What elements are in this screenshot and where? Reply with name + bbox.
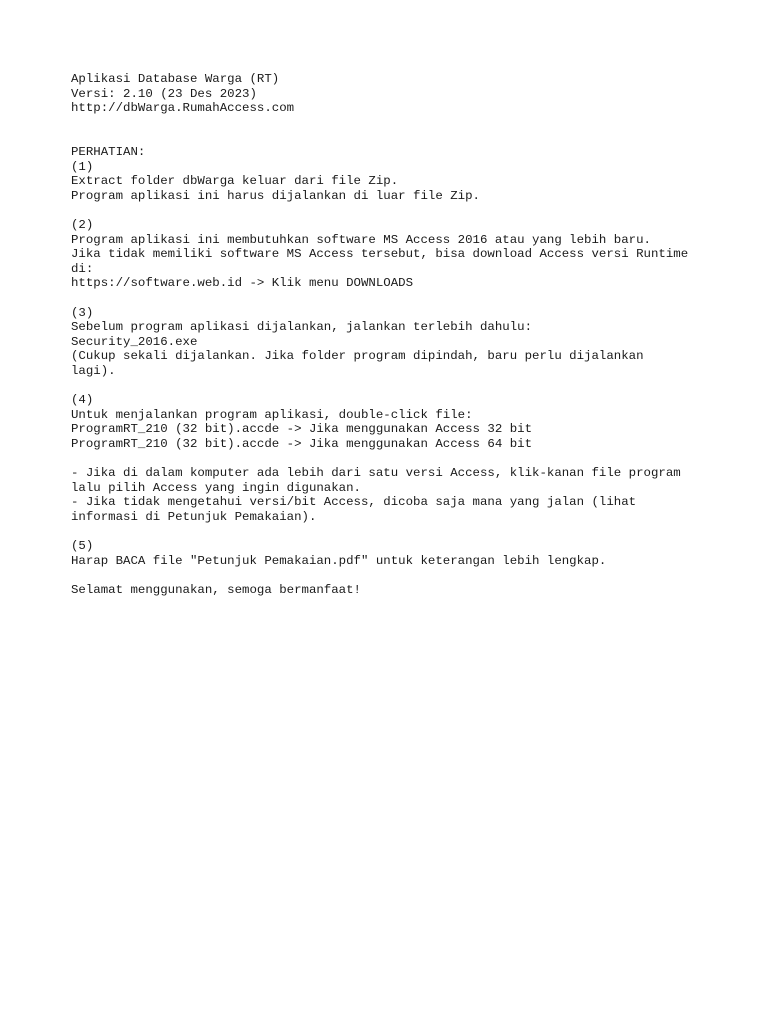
step-text-line: Untuk menjalankan program aplikasi, double-click file:	[71, 407, 473, 422]
step-number: (3)	[71, 305, 94, 320]
website-url: http://dbWarga.RumahAccess.com	[71, 101, 295, 116]
step-2	[71, 218, 711, 291]
step-text-line: Extract folder dbWarga keluar dari file Zip.	[71, 174, 399, 189]
closing-message: Selamat menggunakan, semoga bermanfaat!	[71, 582, 361, 597]
step-note-line: - Jika di dalam komputer ada lebih dari satu versi Access, klik-kanan file program	[71, 466, 681, 481]
step-text-line: Program aplikasi ini harus dijalankan di luar file Zip.	[71, 188, 480, 203]
step-note-line: informasi di Petunjuk Pemakaian).	[71, 509, 317, 524]
step-5	[71, 539, 711, 568]
download-link-line: https://software.web.id -> Klik menu DOWNLOADS	[71, 276, 414, 291]
step-3	[71, 306, 711, 379]
step-text-line: Sebelum program aplikasi dijalankan, jalankan terlebih dahulu:	[71, 320, 533, 335]
step-text-line: (Cukup sekali dijalankan. Jika folder program dipindah, baru perlu dijalankan	[71, 349, 644, 364]
notice-heading: PERHATIAN:	[71, 144, 146, 159]
step-1	[71, 160, 711, 204]
step-number: (4)	[71, 393, 94, 408]
step-4	[71, 393, 711, 524]
version-line: Versi: 2.10 (23 Des 2023)	[71, 86, 257, 101]
step-note-line: - Jika tidak mengetahui versi/bit Access, dicoba saja mana yang jalan (lihat	[71, 495, 637, 510]
step-number: (1)	[71, 159, 94, 174]
document-page	[71, 72, 711, 597]
notice-section	[71, 145, 711, 597]
step-text-line: Jika tidak memiliki software MS Access tersebut, bisa download Access versi Runtime	[71, 247, 689, 262]
step-number: (2)	[71, 217, 94, 232]
program-file-64bit: ProgramRT_210 (32 bit).accde -> Jika menggunakan Access 64 bit	[71, 436, 533, 451]
security-file-name: Security_2016.exe	[71, 334, 198, 349]
app-title: Aplikasi Database Warga (RT)	[71, 72, 280, 86]
step-text-line: lagi).	[71, 363, 116, 378]
step-text-line: Harap BACA file "Petunjuk Pemakaian.pdf" untuk keterangan lebih lengkap.	[71, 553, 607, 568]
header-block	[71, 72, 711, 116]
step-text-line: Program aplikasi ini membutuhkan software MS Access 2016 atau yang lebih baru.	[71, 232, 651, 247]
program-file-32bit: ProgramRT_210 (32 bit).accde -> Jika menggunakan Access 32 bit	[71, 422, 533, 437]
step-note-line: lalu pilih Access yang ingin digunakan.	[71, 480, 361, 495]
step-number: (5)	[71, 539, 94, 553]
step-text-line: di:	[71, 261, 94, 276]
